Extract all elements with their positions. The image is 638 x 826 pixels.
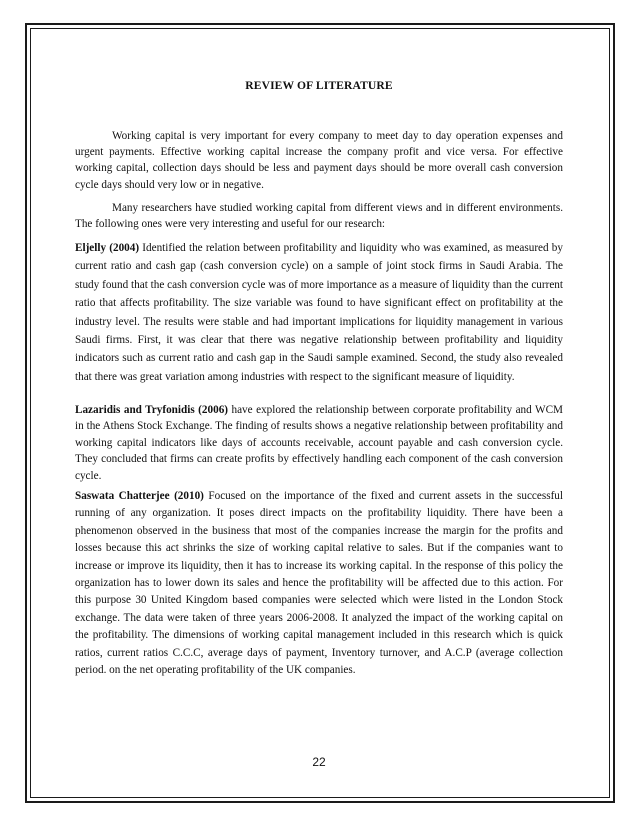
- researchers-paragraph: Many researchers have studied working capital from different views and in different environments. The following ones were very interesting and useful for our research:: [75, 202, 563, 231]
- section-title: REVIEW OF LITERATURE: [245, 79, 393, 92]
- lazaridis-author: Lazaridis and Tryfonidis (2006): [75, 404, 229, 416]
- chatterjee-paragraph: [75, 488, 563, 679]
- lazaridis-paragraph: [75, 402, 563, 484]
- chatterjee-text: Focused on the importance of the fixed and current assets in the successful running of any organization. It poses direct impacts on the profitability liquidity. There have been a phenomenon observed in the business that most of the companies increase the margin for the profits and losses because this act shrinks the size of working capital relative to sales. But if the companies want to increase or improve its liquidity, then it has to increase its working capital. In the response of this policy the organization has to lower down its sales and hence the profitability will be affected due to this action. For this purpose 30 United Kingdom based companies were selected which were listed in the London Stock exchange. The data were taken of three years 2006-2008. It analyzed the impact of the working capital on the profitability. The dimensions of working capital management included in this research which is quick ratios, current ratios C.C.C, average days of payment, Inventory turnover, and A.C.P (average collection period. on the net operating profitability of the UK companies.: [75, 490, 564, 677]
- lazaridis-text: have explored the relationship between corporate profitability and WCM in the Athens Stock Exchange. The finding of results shows a negative relationship between profitability and working capital indicators like days of accounts receivable, account payable and cash conversion cycle. They concluded that firms can create profits by effectively handling each component of the cash conversion cycle.: [75, 404, 563, 482]
- intro-paragraph: Working capital is very important for every company to meet day to day operation expenses and urgent payments. Effective working capital increase the company profit and vice versa. For effective working capital, collection days should be less and payment days should be more overall cash conversion cycle days should very low or in negative.: [75, 130, 563, 191]
- eljelly-author: Eljelly (2004): [75, 242, 140, 254]
- eljelly-text: Identified the relation between profitability and liquidity who was examined, as measured by current ratio and cash gap (cash conversion cycle) on a sample of joint stock firms in Saudi Arabia. The study found that the cash conversion cycle was of more importance as a measure of liquidity than the current ratio that affects profitability. The size variable was found to have significant effect on profitability at the industry level. The results were stable and had important implications for liquidity management in various Saudi firms. First, it was clear that there was negative relationship between profitability and liquidity indicators such as current ratio and cash gap in the Saudi sample examined. Second, the study also revealed that there was great variation among industries with respect to the significant measure of liquidity.: [75, 242, 563, 383]
- chatterjee-author: Saswata Chatterjee (2010): [75, 490, 204, 502]
- eljelly-paragraph: [75, 239, 563, 386]
- page-number: 22: [312, 755, 326, 769]
